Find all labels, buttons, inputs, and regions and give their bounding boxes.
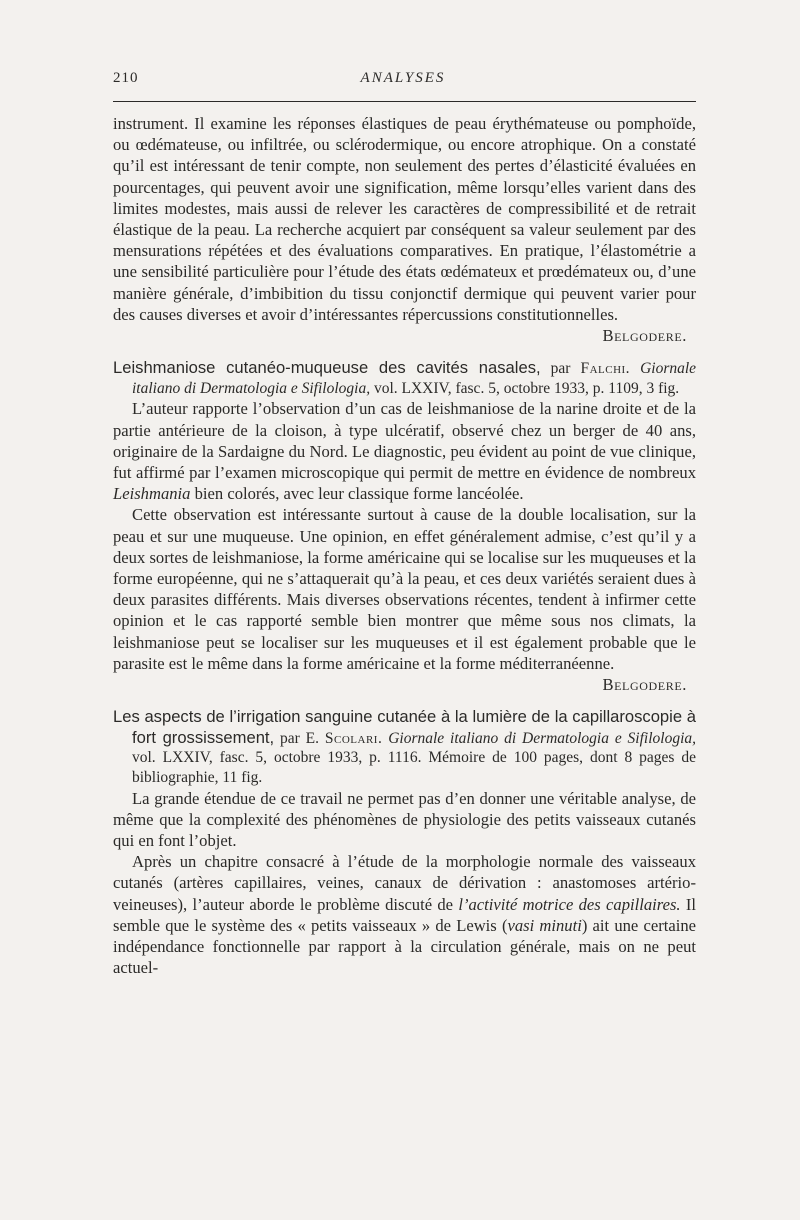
page-number: 210	[113, 70, 139, 86]
page-header	[113, 70, 693, 94]
emphasis-text: vasi minuti	[507, 915, 582, 935]
emphasis-text: l’activité motrice des capillaires.	[458, 894, 681, 914]
paragraph-text: Après un chapitre consacré à l’étude de la morphologie normale des vaisseaux cutanés (artères capillaires, veines, canaux de dérivation : anastomoses artério-veineuses), l’auteur aborde le problème discuté de	[113, 852, 696, 914]
review-capillaroscopie	[113, 707, 696, 978]
review-paragraph	[113, 851, 696, 978]
reviewer-signature: Belgodere.	[602, 675, 687, 695]
article-heading	[113, 707, 696, 787]
review-paragraph	[113, 398, 696, 504]
running-title: ANALYSES	[360, 70, 446, 86]
article-heading	[113, 358, 696, 398]
reviewer-signature: Belgodere.	[602, 326, 687, 346]
article-journal: Giornale italiano di Dermatologia e Sifilologia,	[132, 360, 697, 397]
page-body	[113, 113, 696, 978]
review-paragraph: La grande étendue de ce travail ne permet pas d’en donner une véritable analyse, de même que la complexité des phénomènes de physiologie des petits vaisseaux cutanés qui en font l’objet.	[113, 788, 696, 851]
paragraph-text: L’auteur rapporte l’observation d’un cas de leishmaniose de la narine droite et de la partie antérieure de la cloison, à type ulcératif, observé chez un berger de 40 ans, originaire de la Sardaigne du Nord. Le diagnostic, peu évident au point de vue clinique, fut affirmé par l’examen microscopique qui permit de mettre en évidence de nombreux	[113, 399, 696, 483]
review-continuation	[113, 113, 696, 346]
article-par: par	[550, 360, 571, 378]
article-reference: vol. LXXIV, fasc. 5, octobre 1933, p. 1116. Mémoire de 100 pages, dont 8 pages de bibliographie, 11 fig.	[132, 749, 696, 787]
paragraph-text: ) ait une certaine indépendance fonctionnelle par rapport à la circulation générale, mais on ne peut actuel-	[113, 915, 696, 978]
article-author: Falchi.	[580, 360, 631, 378]
article-title: Leishmaniose cutanéo-muqueuse des cavités nasales,	[113, 358, 541, 378]
paragraph-text: Il semble que le système des « petits vaisseaux » de Lewis (	[113, 894, 697, 935]
paragraph-text: bien colorés, avec leur classique forme lancéolée.	[194, 484, 524, 504]
article-reference: vol. LXXIV, fasc. 5, octobre 1933, p. 1109, 3 fig.	[373, 379, 680, 397]
article-author: Scolari.	[324, 729, 383, 747]
continuation-paragraph	[113, 113, 696, 346]
continuation-text: instrument. Il examine les réponses élastiques de peau érythémateuse ou pomphoïde, ou œdémateuse, ou infiltrée, ou sclérodermique, ou encore atrophique. On a constaté qu’il est intéressant de tenir compte, non seulement des pertes d’élasticité évaluées en pourcentages, qui peuvent avoir une signification, même lorsqu’elles varient dans des limites modestes, mais aussi de relever les caractères de compressibilité et de retrait élastique de la peau. La recherche acquiert par conséquent sa valeur seulement par des mensurations répétées et des évaluations comparatives. En pratique, l’élastométrie a une sensibilité particulière pour l’étude des états œdémateux et prœdémateux ou, d’une manière générale, d’imbibition du tissu conjonctif dermique qui peuvent varier pour des causes diverses et avoir d’intéressantes répercussions constitutionnelles.	[113, 114, 696, 324]
article-title: Les aspects de l’irrigation sanguine cutanée à la lumière de la capillaroscopie à fort grossissement,	[113, 707, 696, 747]
review-paragraph: Cette observation est intéressante surtout à cause de la double localisation, sur la peau et sur une muqueuse. Une opinion, en effet généralement admise, c’est qu’il y a deux sortes de leishmaniose, la forme américaine qui se localise sur les muqueuses et la forme européenne, qui ne s’attaquerait qu’à la peau, et ces deux variétés seraient dues à deux parasites différents. Mais diverses observations récentes, tendent à infirmer cette opinion et le cas rapporté semble bien montrer que même sous nos climats, la leishmaniose peut se localiser sur les muqueuses et il est également probable que le parasite est le même dans la forme américaine et la forme méditerranéenne.	[113, 505, 696, 673]
article-journal: Giornale italiano di Dermatologia e Sifilologia,	[388, 729, 697, 747]
review-leishmaniose	[113, 358, 696, 695]
header-rule	[113, 101, 696, 102]
taxon-name: Leishmania	[113, 484, 191, 504]
article-par: par E.	[280, 729, 320, 747]
